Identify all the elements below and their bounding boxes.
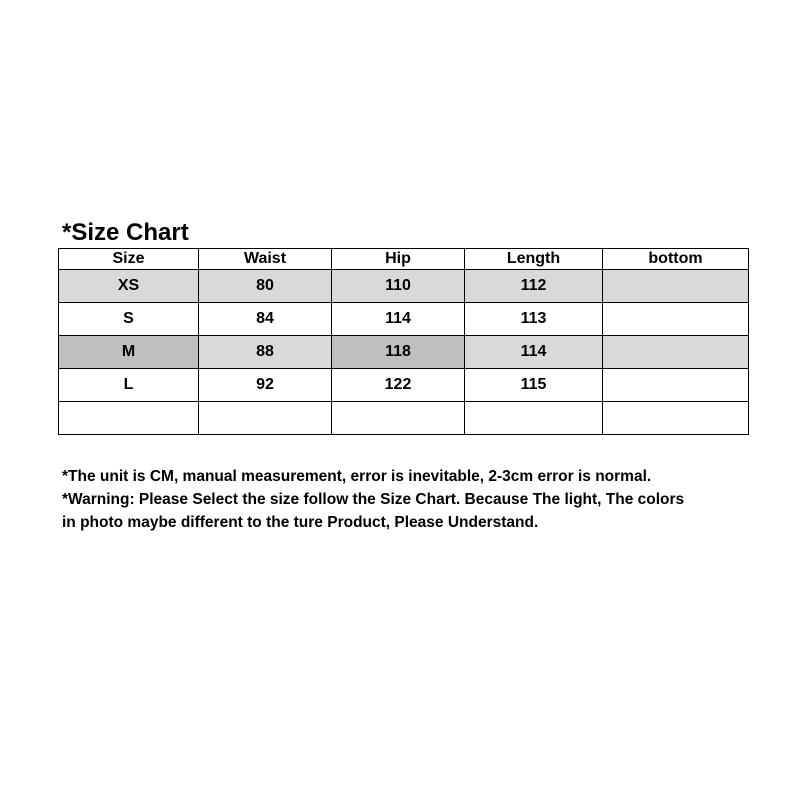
- cell-bottom: [603, 336, 749, 369]
- cell-bottom: [603, 270, 749, 303]
- cell-waist: 92: [199, 369, 332, 402]
- cell-size: S: [59, 303, 199, 336]
- cell-size: XS: [59, 270, 199, 303]
- cell-waist: 88: [199, 336, 332, 369]
- cell-size: M: [59, 336, 199, 369]
- cell-hip: 122: [332, 369, 465, 402]
- header-size: Size: [59, 249, 199, 270]
- header-length: Length: [465, 249, 603, 270]
- table-header-row: [59, 249, 749, 270]
- cell-size: [59, 402, 199, 435]
- cell-length: 113: [465, 303, 603, 336]
- cell-bottom: [603, 402, 749, 435]
- cell-length: 112: [465, 270, 603, 303]
- cell-waist: 80: [199, 270, 332, 303]
- cell-waist: [199, 402, 332, 435]
- table-row: [59, 402, 749, 435]
- cell-hip: [332, 402, 465, 435]
- table-row: [59, 369, 749, 402]
- table-row: [59, 270, 749, 303]
- table-row: [59, 303, 749, 336]
- cell-hip: 118: [332, 336, 465, 369]
- cell-bottom: [603, 369, 749, 402]
- header-bottom: bottom: [603, 249, 749, 270]
- cell-waist: 84: [199, 303, 332, 336]
- size-chart-table: [58, 248, 749, 435]
- cell-length: 114: [465, 336, 603, 369]
- cell-length: 115: [465, 369, 603, 402]
- cell-bottom: [603, 303, 749, 336]
- cell-size: L: [59, 369, 199, 402]
- header-hip: Hip: [332, 249, 465, 270]
- cell-hip: 114: [332, 303, 465, 336]
- unit-note: *The unit is CM, manual measurement, error is inevitable, 2-3cm error is normal.: [62, 468, 652, 485]
- warning-note: *Warning: Please Select the size follow the Size Chart. Because The light, The colors: [62, 491, 685, 508]
- warning-note-continued: in photo maybe different to the ture Product, Please Understand.: [62, 514, 539, 531]
- header-waist: Waist: [199, 249, 332, 270]
- cell-hip: 110: [332, 270, 465, 303]
- size-chart-title: *Size Chart: [62, 219, 189, 246]
- cell-length: [465, 402, 603, 435]
- table-row: [59, 336, 749, 369]
